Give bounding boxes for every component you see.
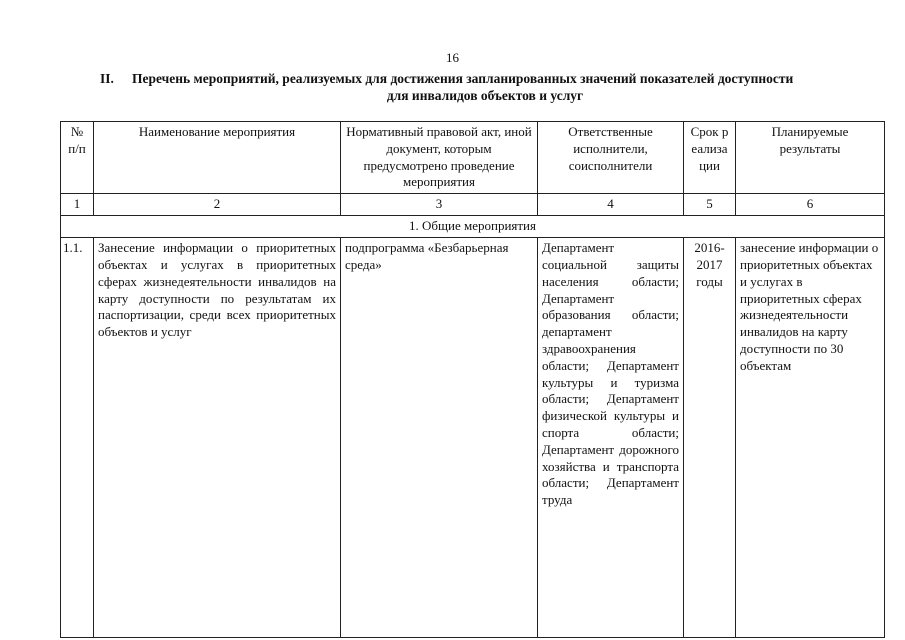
- column-numbers-row: [61, 194, 885, 216]
- row-number: 1.1.: [61, 238, 94, 638]
- column-number: 1: [61, 194, 94, 216]
- header-result: Планируемые результаты: [736, 122, 885, 194]
- subsection-row: [61, 216, 885, 238]
- row-name: Занесение информации о приоритетных объектах и услугах в приоритетных сферах жизнедеятельности инвалидов на карту доступности по результатам их паспортизации, среди всех приоритетных объектов и услуг: [94, 238, 341, 638]
- section-number: II.: [100, 71, 114, 86]
- row-basis: подпрограмма «Безбарьерная среда»: [341, 238, 538, 638]
- header-term: Срок реализации: [684, 122, 736, 194]
- table-row: [61, 238, 885, 638]
- column-number: 3: [341, 194, 538, 216]
- measures-table: [60, 121, 885, 638]
- header-name: Наименование мероприятия: [94, 122, 341, 194]
- row-term: 2016-2017 годы: [684, 238, 736, 638]
- header-responsible: Ответственные исполнители, соисполнители: [538, 122, 684, 194]
- table-header-row: [61, 122, 885, 194]
- column-number: 5: [684, 194, 736, 216]
- subsection-title: 1. Общие мероприятия: [61, 216, 885, 238]
- row-result: занесение информации о приоритетных объектах и услугах в приоритетных сферах жизнедеятельности инвалидов на карту доступности по 30 объектам: [736, 238, 885, 638]
- column-number: 2: [94, 194, 341, 216]
- section-title-line1: Перечень мероприятий, реализуемых для достижения запланированных значений показателей доступности: [132, 71, 794, 86]
- section-title-line2: для инвалидов объектов и услуг: [386, 88, 584, 103]
- column-number: 4: [538, 194, 684, 216]
- page-number: 16: [446, 50, 459, 65]
- header-basis: Нормативный правовой акт, иной документ, которым предусмотрено проведение мероприятия: [341, 122, 538, 194]
- row-responsible: Департамент социальной защиты населения области; Департамент образования области; департамент здравоохранения области; Департамент культуры и туризма области; Департамент физической культуры и спорта области; Департамент дорожного хозяйства и транспорта области; Департамент труда: [538, 238, 684, 638]
- column-number: 6: [736, 194, 885, 216]
- header-number: № п/п: [61, 122, 94, 194]
